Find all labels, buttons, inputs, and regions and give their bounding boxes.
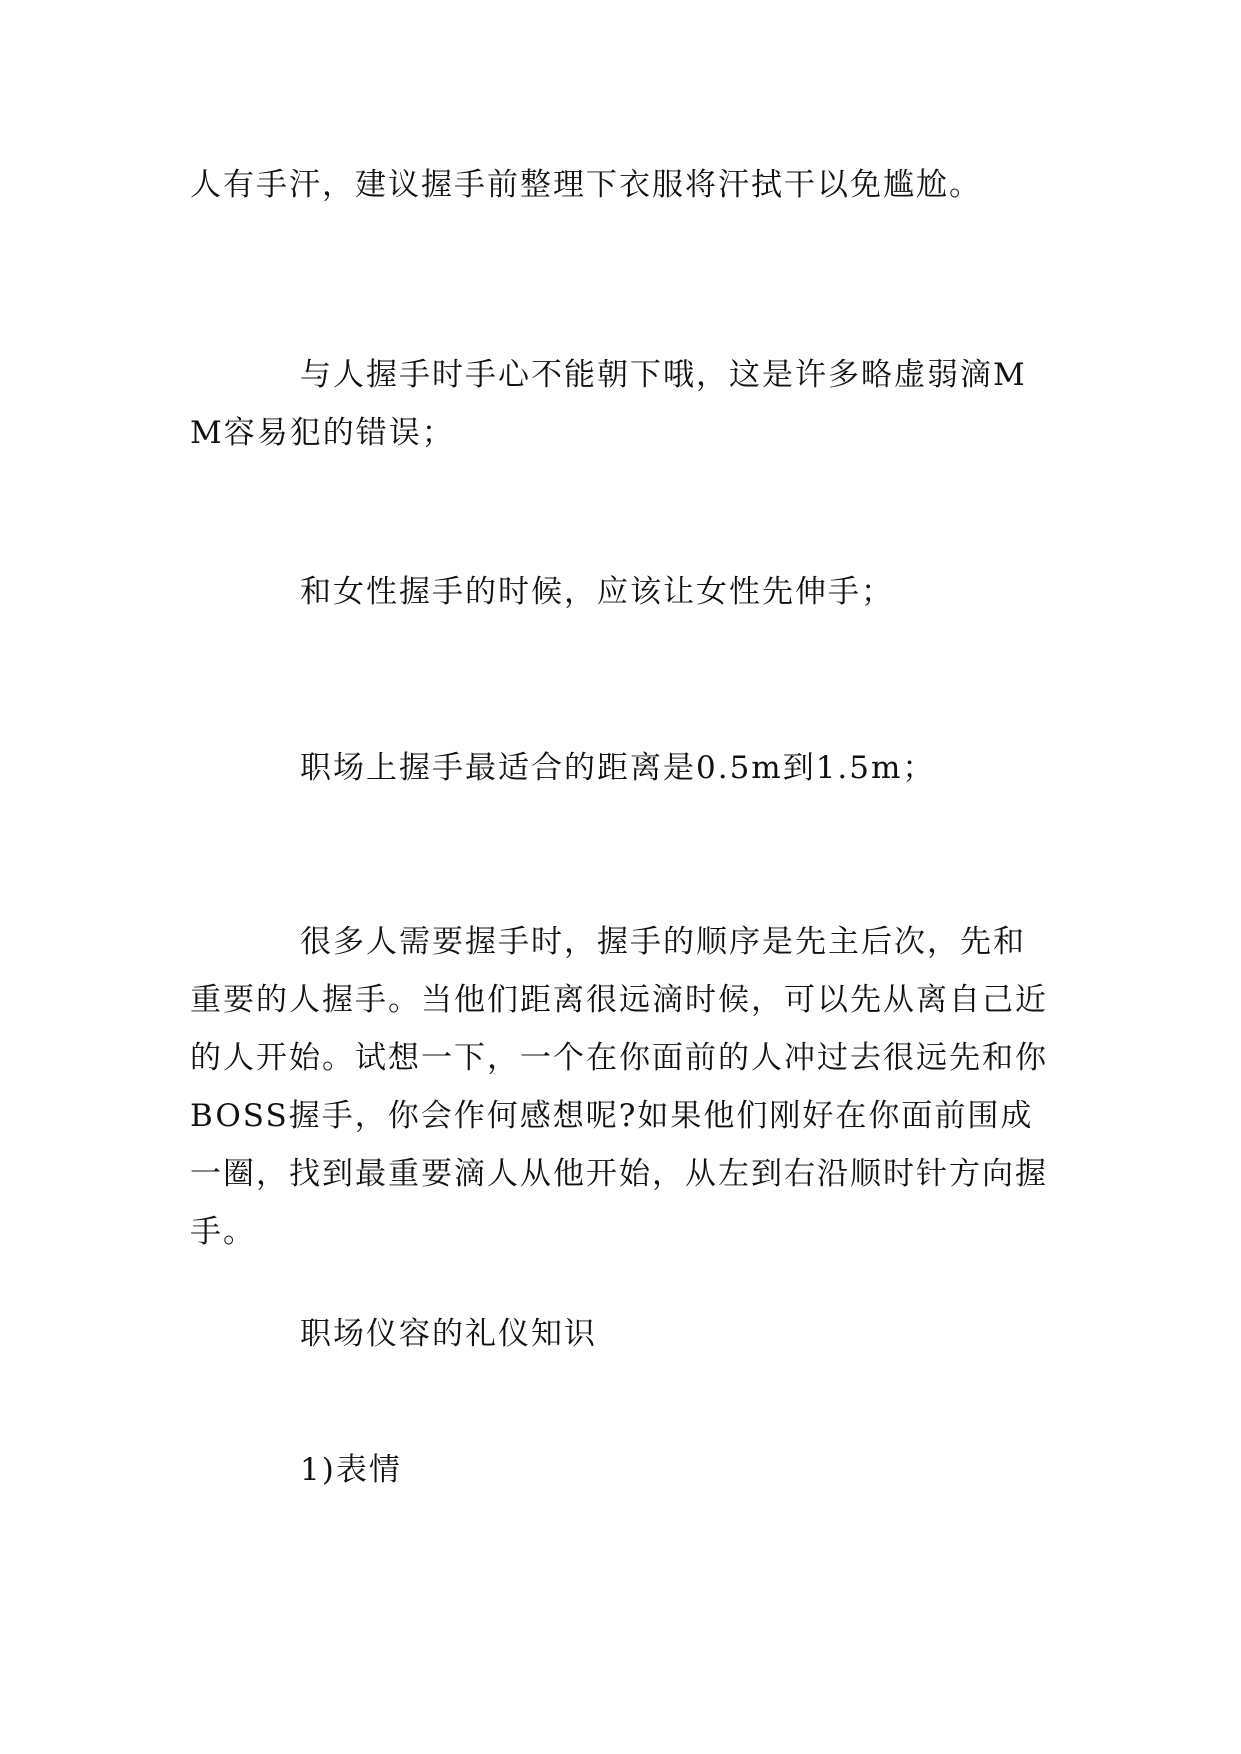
- paragraph-palm-down: 与人握手时手心不能朝下哦，这是许多略虚弱滴MM容易犯的错误；: [190, 357, 1027, 451]
- paragraph-women-first: 和女性握手的时候，应该让女性先伸手；: [300, 574, 894, 610]
- section-heading-appearance: 职场仪容的礼仪知识: [300, 1316, 597, 1352]
- paragraph-sweaty-hands: 人有手汗，建议握手前整理下衣服将汗拭干以免尴尬。: [190, 167, 982, 203]
- paragraph-handshake-order: 很多人需要握手时，握手的顺序是先主后次，先和重要的人握手。当他们距离很远滴时候，可以先从离自己近的人开始。试想一下，一个在你面前的人冲过去很远先和你BOSS握手，你会作何感想呢?如果他们刚好在你面前围成一圈，找到最重要滴人从他开始，从左到右沿顺时针方向握手。: [190, 924, 1048, 1250]
- subheading-expression: 1)表情: [300, 1452, 402, 1488]
- paragraph-distance: 职场上握手最适合的距离是0.5m到1.5m；: [300, 750, 936, 786]
